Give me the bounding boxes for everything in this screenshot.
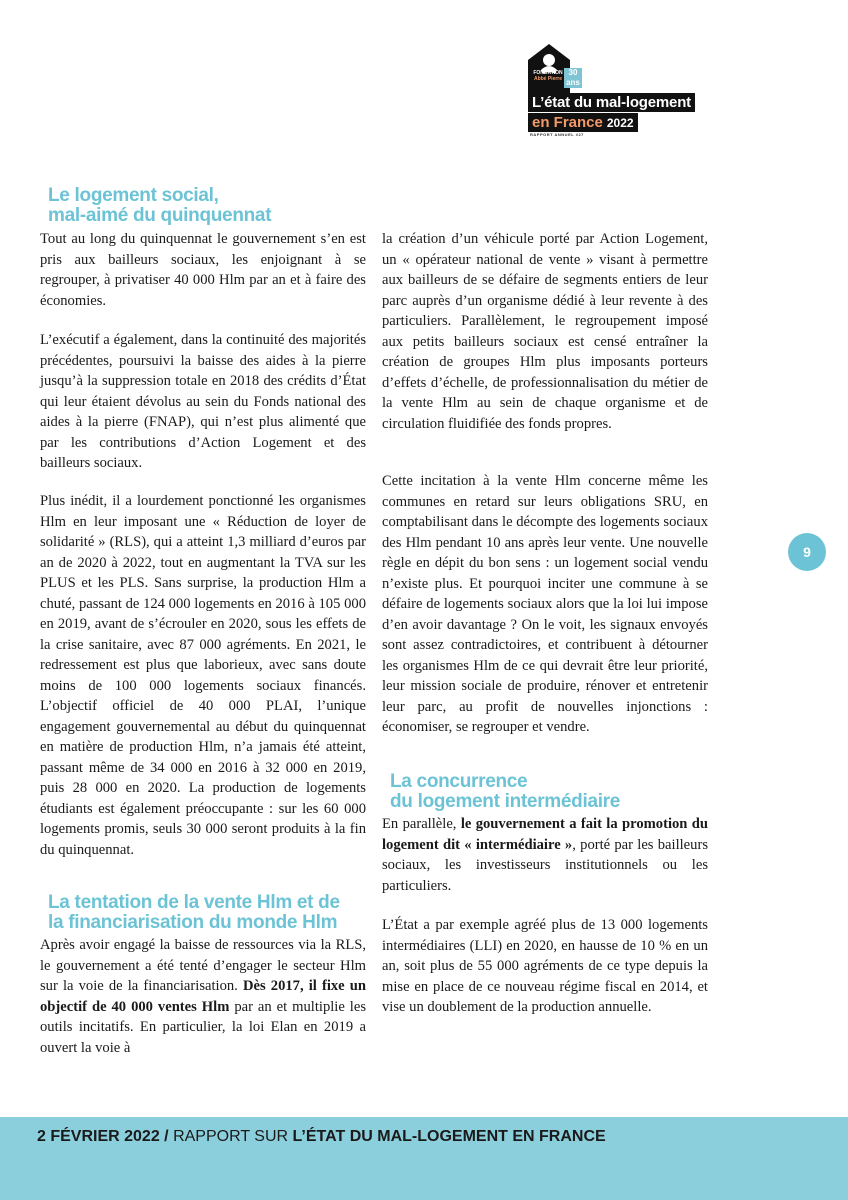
anniversary-badge: 30 ans [564,68,582,88]
paragraph: Tout au long du quinquennat le gouvernement s’en est pris aux bailleurs sociaux, les enjoignant à se regrouper, à privatiser 40 000 Hlm par an et à faire des économies. [40,231,366,309]
paragraph: la création d’un véhicule porté par Action Logement, un « opérateur national de vente » visant à permettre aux bailleurs de se défaire de segments entiers de leur parc auprès d’un organisme dédié à leur revente à des particuliers. Parallèlement, le regroupement imposé aux petits bailleurs sociaux est censé entraîner la création de groupes Hlm plus imposants porteurs d’effets d’échelle, de professionnalisation du métier de la vente Hlm au sein de chaque organisme et de circulation fluidifiée des fonds propres. [382,231,708,432]
paragraph: En parallèle, le gouvernement a fait la promotion du logement dit « intermédiaire », porté par les bailleurs sociaux, les investisseurs institutionnels ou les particuliers. [382,816,709,894]
logo-title-line2: en France 2022 [528,113,638,132]
section-heading-hlm-sale: La tentation de la vente Hlm et de la financiarisation du monde Hlm [48,892,340,933]
paragraph: Après avoir engagé la baisse de ressources via la RLS, le gouvernement a été tenté d’engager le secteur Hlm sur la voie de la financiarisation. Dès 2017, il fixe un objectif de 40 000 ventes Hlm par an et multiplie les outils incitatifs. En particulier, la loi Elan en 2019 a ouvert la voie à [40,937,367,1056]
paragraph: Plus inédit, il a lourdement ponctionné les organismes Hlm en leur imposant une « Réduction de loyer de solidarité » (RLS), qui a atteint 1,3 milliard d’euros par an de 2020 à 2022, tout en augmentant la TVA sur les PLUS et les PLS. Sans surprise, la production Hlm a chuté, passant de 124 000 logements en 2016 à 105 000 en 2019, avant de s’écrouler en 2020, sous les effets de la crise sanitaire, avec 87 000 agréments. En 2021, le redressement est plus que laborieux, avec sans doute moins de 100 000 logements sociaux financés. L’objectif officiel de 40 000 PLAI, l’unique engagement gouvernemental au début du quinquennat en matière de production Hlm, n’a jamais été atteint, passant même de 34 000 en 2016 à 32 000 en 2019, puis 28 000 en 2020. La production de logements étudiants est également préoccupante : sur les 60 000 logements promis, seuls 30 000 seront produits à la fin du quinquennat. [40,493,366,858]
section-heading-intermediate-housing: La concurrence du logement intermédiaire [390,771,621,812]
fondation-label: FONDATION Abbé Pierre [533,70,563,82]
logo-subtitle: RAPPORT ANNUEL #27 [530,132,584,137]
report-logo [524,44,708,140]
logo-title-line1: L’état du mal-logement [528,93,695,112]
footer-text: 2 FÉVRIER 2022 / RAPPORT SUR L’ÉTAT DU MAL-LOGEMENT EN FRANCE [37,1128,606,1145]
paragraph: L’exécutif a également, dans la continuité des majorités précédentes, poursuivi la baisse des aides à la pierre jusqu’à la suppression totale en 2018 des crédits d’État qui leur étaient dévolus au sein du Fonds national des aides à la pierre (FNAP), qui n’est plus alimenté que par les contributions d’Action Logement et des bailleurs sociaux. [40,332,366,471]
paragraph: L’État a par exemple agréé plus de 13 000 logements intermédiaires (LLI) en 2020, en hausse de 10 % en un an, soit plus de 55 000 agréments de ce type depuis la mise en place de ce nouveau régime fiscal en 2014, et vise un doublement de la production annuelle. [382,917,708,1015]
section-heading-social-housing: Le logement social, mal-aimé du quinquennat [48,185,272,226]
page-number-badge: 9 [788,533,826,571]
footer-band [0,1117,848,1200]
paragraph: Cette incitation à la vente Hlm concerne même les communes en retard sur leurs obligations SRU, en comptabilisant dans le décompte des logements sociaux des Hlm pendant 10 ans après leur vente. Une nouvelle règle en dépit du bon sens : un logement social vendu n’existe plus. Et pourquoi inciter une commune à se défaire de logements sociaux alors que la loi lui impose d’en avoir davantage ? On le voit, les signaux envoyés sont assez contradictoires, et contribuent à détourner les organismes Hlm de ce qui devrait être leur priorité, leur mission sociale de produire, rénover et entretenir leur parc, au profit de nouvelles injonctions : économiser, se regrouper et vendre. [382,473,708,735]
